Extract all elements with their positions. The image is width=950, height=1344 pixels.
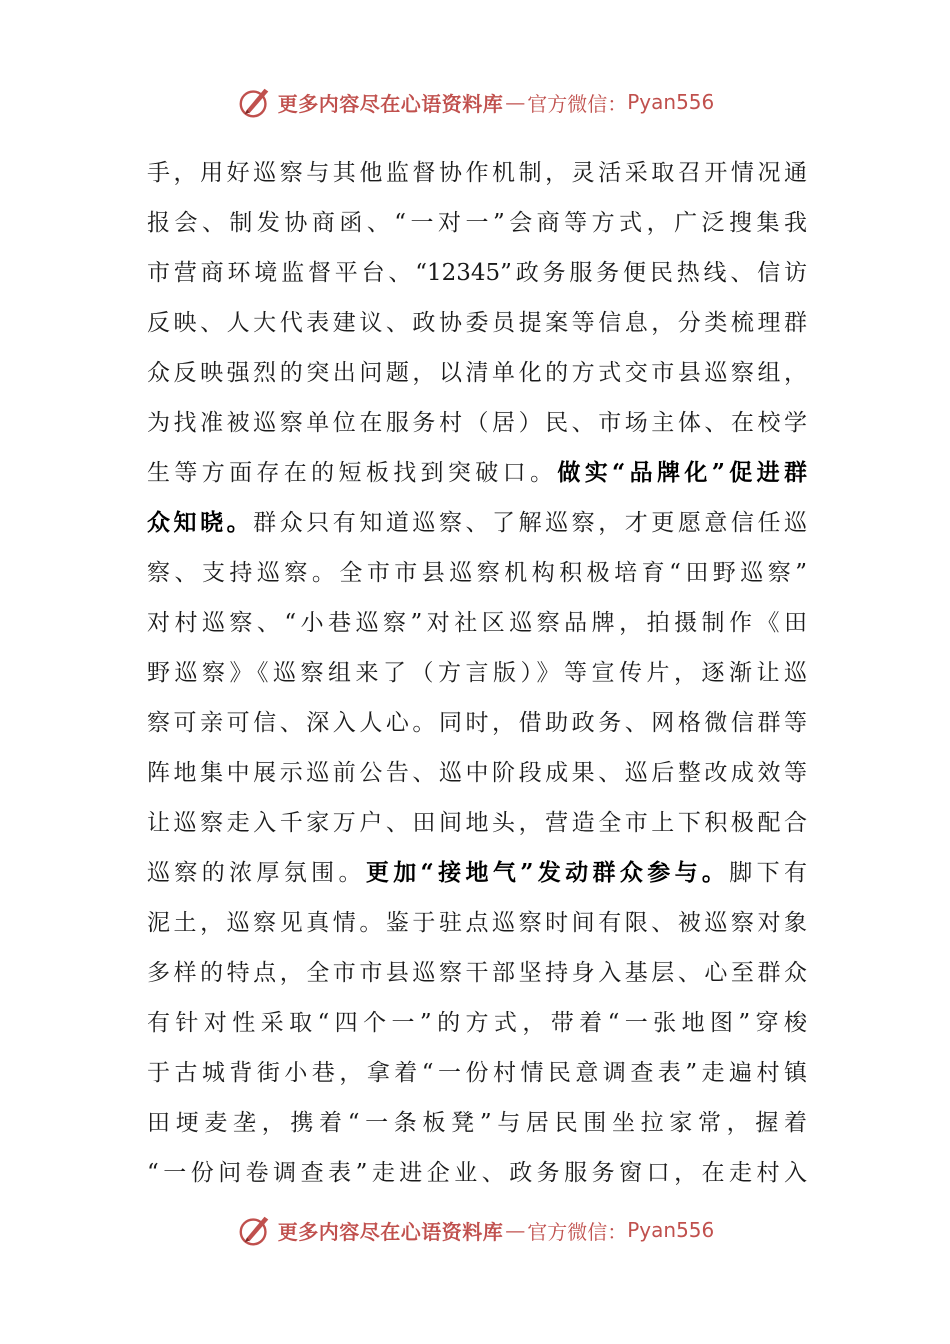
text-line: 对村巡察、“小巷巡察”对社区巡察品牌，拍摄制作《田: [147, 610, 807, 636]
text-line: 众知晓。群众只有知道巡察、了解巡察，才更愿意信任巡: [147, 509, 808, 536]
quill-pen-logo-icon: [236, 83, 274, 121]
text-line: 市营商环境监督平台、“12345”政务服务便民热线、信访: [147, 260, 807, 286]
text-line: 生等方面存在的短板找到突破口。做实“品牌化”促进群: [147, 459, 808, 486]
quill-pen-logo-icon: [236, 1211, 274, 1249]
text-line: 为找准被巡察单位在服务村（居）民、市场主体、在校学: [147, 410, 807, 436]
text-line: 田埂麦垄，携着“一条板凳”与居民围坐拉家常，握着: [147, 1110, 807, 1136]
text-line: 多样的特点，全市市县巡察干部坚持身入基层、心至群众: [147, 960, 807, 986]
banner-wechat-label: 官方微信：: [527, 91, 628, 116]
footer-banner: [0, 1210, 950, 1250]
document-body: [147, 148, 807, 1198]
banner-wechat-id: Pyan556: [627, 1218, 715, 1242]
text-line: 泥土，巡察见真情。鉴于驻点巡察时间有限、被巡察对象: [147, 910, 807, 936]
text-line: 让巡察走入千家万户、田间地头，营造全市上下积极配合: [147, 810, 807, 836]
header-banner: [0, 82, 950, 122]
banner-brand-text: 更多内容尽在心语资料库: [277, 91, 504, 116]
text-line: 报会、制发协商函、“一对一”会商等方式，广泛搜集我: [147, 210, 807, 236]
banner-wechat-id: Pyan556: [627, 90, 715, 114]
text-line: “一份问卷调查表”走进企业、政务服务窗口，在走村入: [147, 1160, 807, 1186]
bold-heading-text: 众知晓。: [147, 509, 254, 536]
text-line: 反映、人大代表建议、政协委员提案等信息，分类梳理群: [147, 310, 807, 336]
text-line: 阵地集中展示巡前公告、巡中阶段成果、巡后整改成效等: [147, 760, 807, 786]
text-line: 巡察的浓厚氛围。更加“接地气”发动群众参与。脚下有: [147, 859, 807, 886]
text-line: 众反映强烈的突出问题，以清单化的方式交市县巡察组，: [147, 360, 807, 386]
banner-wechat-label: 官方微信：: [527, 1219, 628, 1244]
text-line: 察可亲可信、深入人心。同时，借助政务、网格微信群等: [147, 710, 807, 736]
banner-dash: —: [505, 90, 526, 114]
text-line: 有针对性采取“四个一”的方式，带着“一张地图”穿梭: [147, 1010, 807, 1036]
text-line: 察、支持巡察。全市市县巡察机构积极培育“田野巡察”: [147, 560, 807, 586]
banner-brand-text: 更多内容尽在心语资料库: [277, 1219, 504, 1244]
text-line: 野巡察》《巡察组来了（方言版）》等宣传片，逐渐让巡: [147, 660, 807, 686]
bold-heading-text: 做实“品牌化”促进群: [557, 459, 808, 486]
bold-heading-text: 更加“接地气”发动群众参与。: [365, 859, 730, 886]
banner-dash: —: [505, 1218, 526, 1242]
text-line: 于古城背街小巷，拿着“一份村情民意调查表”走遍村镇: [147, 1060, 807, 1086]
text-line: 手，用好巡察与其他监督协作机制，灵活采取召开情况通: [147, 160, 807, 186]
